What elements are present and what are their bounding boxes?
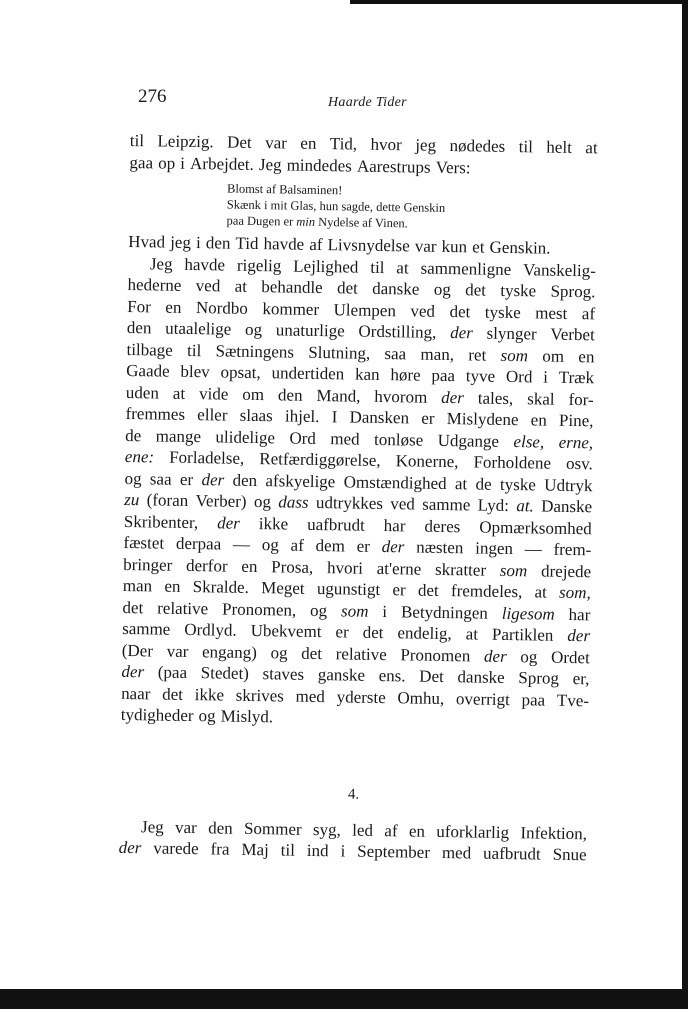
text-line: uden at vide om den Mand, hvorom der tales, skal for-: [125, 382, 594, 409]
section-number: 4.: [347, 786, 360, 803]
verse-line: paa Dugen er min Nydelse af Vinen.: [226, 213, 408, 231]
text-line: (Der var engang) og det relative Pronomen der og Ordet: [121, 640, 590, 667]
text-line: den utaalelige og unaturlige Ordstilling, der slynger Verbet: [126, 317, 595, 345]
paragraph-1: [129, 130, 598, 180]
text-line: fremmes eller slaas ihjel. I Dansken er Mislydene en Pine,: [125, 403, 594, 431]
scan-edge-top: [350, 0, 688, 4]
text-line: samme Ordlyd. Ubekvemt er det endelig, at Partiklen der: [122, 618, 591, 646]
scan-edge-right: [682, 0, 688, 1009]
paragraph-4: [119, 815, 588, 865]
text-line: bringer derfor en Prosa, hvori at'erne skratter som drejede: [123, 554, 592, 581]
text-line: For en Nordbo kommer Ulempen ved det tyske mest af: [127, 296, 596, 323]
text-line: zu (foran Verber) og dass udtrykkes ved samme Lyd: at. Danske: [124, 489, 593, 517]
text-line: Jeg var den Sommer syg, led af en uforklarlig Infektion,: [140, 816, 588, 843]
page-number: 276: [138, 86, 167, 107]
text-line: hederne ved at behandle det danske og det tyske Sprog.: [127, 274, 596, 302]
text-line: det relative Pronomen, og som i Betydningen ligesom har: [122, 597, 591, 624]
verse-quote: [128, 179, 597, 234]
text-line: gaa op i Arbejdet. Jeg mindedes Aarestrups Vers:: [129, 152, 471, 177]
running-head: Haarde Tider: [328, 95, 407, 110]
text-line: Gaade blev opsat, undertiden kan høre paa tyve Ord i Træk: [126, 360, 595, 388]
paragraph-3: [121, 252, 596, 732]
text-line: Jeg havde rigelig Lejlighed til at sammenligne Vanskelig-: [149, 253, 596, 280]
text-line: de mange ulidelige Ord med tonløse Udgange else, erne,: [125, 425, 594, 452]
section-gap: [120, 725, 589, 784]
text-line: ene: Forladelse, Retfærdiggørelse, Konerne, Forholdene osv.: [124, 446, 593, 474]
text-line: der varede fra Maj til ind i September med uafbrudt Snue: [118, 837, 587, 865]
verse-line: Skænk i mit Glas, hun sagde, dette Genskin: [226, 197, 446, 215]
text-line: og saa er der den afskyelige Omstændighed at de tyske Udtryk: [124, 468, 593, 495]
text-line: tydigheder og Mislyd.: [120, 704, 274, 727]
text-line: man en Skralde. Meget ugunstigt er det fremdeles, at som,: [122, 575, 591, 603]
text-line: Hvad jeg i den Tid havde af Livsnydelse var kun et Genskin.: [128, 231, 551, 258]
text-line: naar det ikke skrives med yderste Omhu, overrigt paa Tve-: [121, 683, 590, 710]
text-line: fæstet derpaa — og af dem er der næsten ingen — frem-: [123, 532, 592, 560]
text-line: til Leipzig. Det var en Tid, hvor jeg nødedes til helt at: [129, 130, 598, 158]
text-line: der (paa Stedet) staves ganske ens. Det danske Sprog er,: [121, 661, 590, 689]
verse-line: Blomst af Balsaminen!: [226, 181, 343, 198]
text-line: Skribenter, der ikke uafbrudt har deres Opmærksomhed: [123, 511, 592, 538]
scan-edge-bottom: [0, 989, 688, 1009]
text-line: tilbage til Sætningens Slutning, saa man, ret som om en: [126, 339, 595, 366]
page-body: [119, 130, 598, 866]
